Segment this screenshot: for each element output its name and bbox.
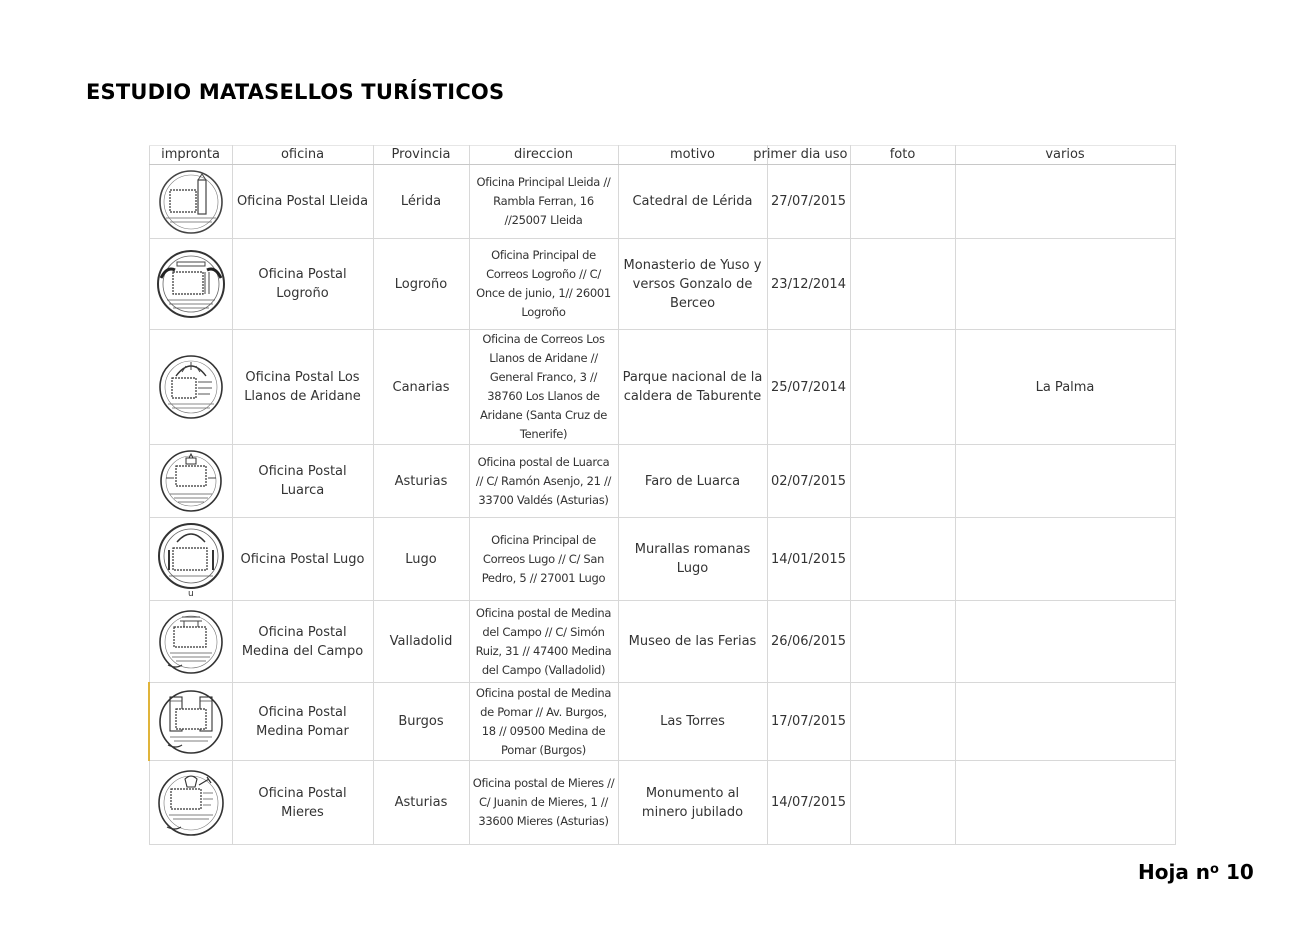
oficina-cell: Oficina Postal Lleida	[232, 165, 373, 239]
motivo-cell: Parque nacional de la caldera de Taburente	[618, 330, 767, 445]
motivo-cell: Monasterio de Yuso y versos Gonzalo de Berceo	[618, 239, 767, 330]
header-motivo: motivo	[618, 146, 767, 165]
oficina-cell: Oficina Postal Mieres	[232, 761, 373, 845]
foto-cell	[850, 445, 955, 518]
provincia-cell: Lérida	[373, 165, 469, 239]
direccion-cell: Oficina postal de Medina de Pomar // Av. Burgos, 18 // 09500 Medina de Pomar (Burgos)	[469, 683, 618, 761]
varios-cell	[955, 518, 1175, 601]
monastery-icon	[155, 248, 227, 320]
motivo-cell: Murallas romanas Lugo	[618, 518, 767, 601]
table-row	[149, 683, 1175, 761]
direccion-cell: Oficina Principal de Correos Lugo // C/ San Pedro, 5 // 27001 Lugo	[469, 518, 618, 601]
roman-wall-icon	[155, 520, 227, 598]
sheet-number-value: 10	[1225, 860, 1254, 884]
motivo-cell: Las Torres	[618, 683, 767, 761]
varios-cell	[955, 601, 1175, 683]
fecha-cell: 14/01/2015	[767, 518, 850, 601]
motivo-cell: Museo de las Ferias	[618, 601, 767, 683]
twin-towers-icon	[156, 687, 226, 757]
volcano-icon	[156, 352, 226, 422]
provincia-cell: Valladolid	[373, 601, 469, 683]
fecha-cell: 14/07/2015	[767, 761, 850, 845]
oficina-cell: Oficina Postal Medina del Campo	[232, 601, 373, 683]
foto-cell	[850, 239, 955, 330]
oficina-cell: Oficina Postal Los Llanos de Aridane	[232, 330, 373, 445]
provincia-cell: Burgos	[373, 683, 469, 761]
header-primer-dia-uso: primer dia uso	[767, 146, 850, 165]
museum-icon	[156, 607, 226, 677]
impronta-cell	[149, 601, 232, 683]
foto-cell	[850, 165, 955, 239]
document-title: ESTUDIO MATASELLOS TURÍSTICOS	[86, 80, 505, 104]
direccion-cell: Oficina Principal Lleida // Rambla Ferran, 16 //25007 Lleida	[469, 165, 618, 239]
impronta-cell	[149, 239, 232, 330]
direccion-cell: Oficina de Correos Los Llanos de Aridane // General Franco, 3 // 38760 Los Llanos de Aridane (Santa Cruz de Tenerife)	[469, 330, 618, 445]
foto-cell	[850, 761, 955, 845]
fecha-cell: 17/07/2015	[767, 683, 850, 761]
impronta-cell	[149, 165, 232, 239]
varios-cell	[955, 239, 1175, 330]
table-row	[149, 165, 1175, 239]
varios-cell	[955, 761, 1175, 845]
impronta-cell	[149, 445, 232, 518]
header-foto: foto	[850, 146, 955, 165]
header-direccion: direccion	[469, 146, 618, 165]
table-row	[149, 445, 1175, 518]
sheet-number-ordinal: o	[1210, 862, 1219, 877]
table-row	[149, 601, 1175, 683]
fecha-cell: 26/06/2015	[767, 601, 850, 683]
fecha-cell: 25/07/2014	[767, 330, 850, 445]
motivo-cell: Monumento al minero jubilado	[618, 761, 767, 845]
impronta-cell	[149, 330, 232, 445]
table-row	[149, 761, 1175, 845]
provincia-cell: Lugo	[373, 518, 469, 601]
header-provincia: Provincia	[373, 146, 469, 165]
varios-cell	[955, 165, 1175, 239]
impronta-cell	[149, 683, 232, 761]
header-oficina: oficina	[232, 146, 373, 165]
direccion-cell: Oficina postal de Medina del Campo // C/ Simón Ruiz, 31 // 47400 Medina del Campo (Valladolid)	[469, 601, 618, 683]
direccion-cell: Oficina postal de Mieres // C/ Juanin de Mieres, 1 // 33600 Mieres (Asturias)	[469, 761, 618, 845]
provincia-cell: Logroño	[373, 239, 469, 330]
oficina-cell: Oficina Postal Logroño	[232, 239, 373, 330]
lighthouse-icon	[156, 448, 226, 514]
provincia-cell: Asturias	[373, 445, 469, 518]
table-row	[149, 239, 1175, 330]
foto-cell	[850, 601, 955, 683]
varios-cell: La Palma	[955, 330, 1175, 445]
direccion-cell: Oficina Principal de Correos Logroño // C/ Once de junio, 1// 26001 Logroño	[469, 239, 618, 330]
table-header-row	[149, 146, 1175, 165]
fecha-cell: 02/07/2015	[767, 445, 850, 518]
table-row	[149, 518, 1175, 601]
direccion-cell: Oficina postal de Luarca // C/ Ramón Asenjo, 21 // 33700 Valdés (Asturias)	[469, 445, 618, 518]
foto-cell	[850, 330, 955, 445]
svg-text:u: u	[187, 589, 194, 599]
header-impronta: impronta	[149, 146, 232, 165]
fecha-cell: 23/12/2014	[767, 239, 850, 330]
varios-cell	[955, 445, 1175, 518]
fecha-cell: 27/07/2015	[767, 165, 850, 239]
oficina-cell: Oficina Postal Medina Pomar	[232, 683, 373, 761]
header-varios: varios	[955, 146, 1175, 165]
sheet-number	[1138, 860, 1254, 884]
postmark-table	[148, 145, 1176, 845]
foto-cell	[850, 683, 955, 761]
oficina-cell: Oficina Postal Luarca	[232, 445, 373, 518]
motivo-cell: Catedral de Lérida	[618, 165, 767, 239]
sheet-number-prefix: Hoja n	[1138, 860, 1211, 884]
cathedral-tower-icon	[156, 168, 226, 236]
provincia-cell: Canarias	[373, 330, 469, 445]
foto-cell	[850, 518, 955, 601]
impronta-cell	[149, 761, 232, 845]
motivo-cell: Faro de Luarca	[618, 445, 767, 518]
table-row	[149, 330, 1175, 445]
oficina-cell: Oficina Postal Lugo	[232, 518, 373, 601]
impronta-cell	[149, 518, 232, 601]
provincia-cell: Asturias	[373, 761, 469, 845]
miner-monument-icon	[155, 767, 227, 839]
varios-cell	[955, 683, 1175, 761]
